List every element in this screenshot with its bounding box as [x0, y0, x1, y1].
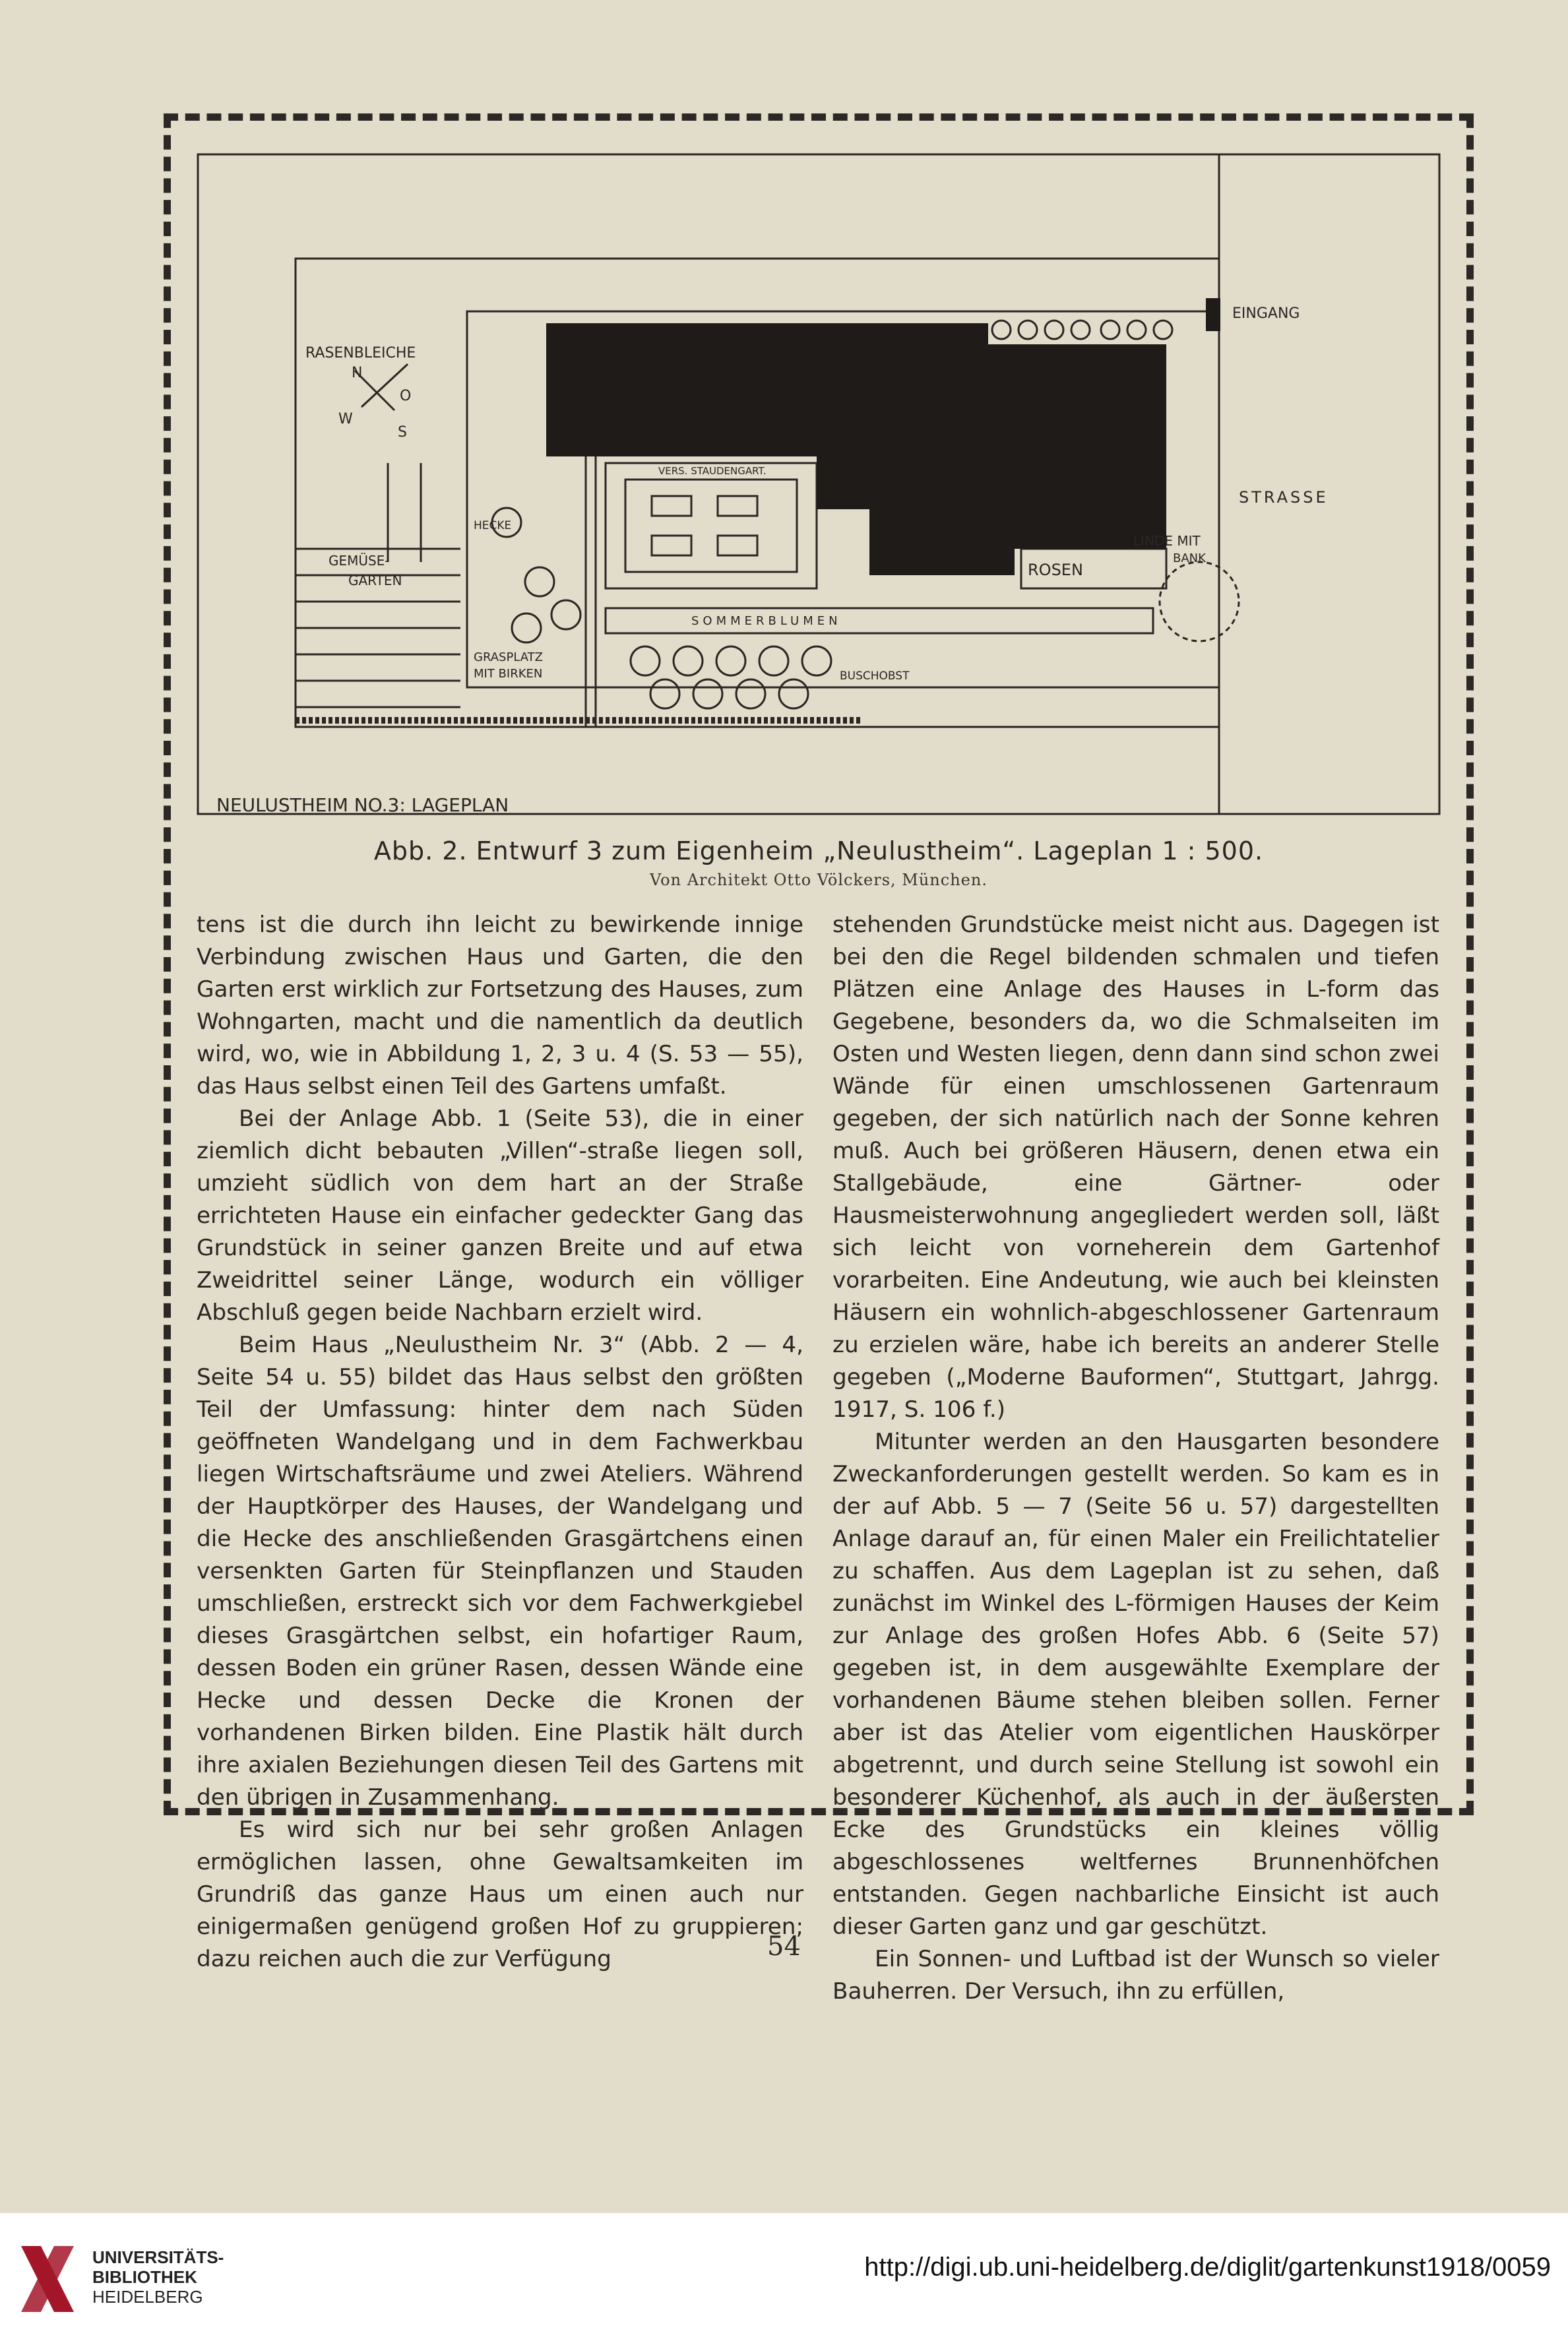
figure-caption: Abb. 2. Entwurf 3 zum Eigenheim „Neulustheim“. Lageplan 1 : 500. — [373, 836, 1264, 865]
sommerblumen-bed — [606, 608, 1153, 633]
figure-credit: Von Architekt Otto Völckers, München. — [650, 871, 988, 889]
library-logo-icon — [15, 2239, 80, 2319]
paragraph: Es wird sich nur bei sehr großen Anlagen ermöglichen lassen, ohne Gewaltsamkeiten im Grundriß das ganze Haus um einen auch nur einigermaßen genügend großen Hof zu gruppieren; dazu reichen auch die zur Verfügung — [197, 1817, 803, 1972]
paragraph: Beim Haus „Neulustheim Nr. 3“ (Abb. 2 — 4, Seite 54 u. 55) bildet das Haus selbst den größten Teil der Umfassung: hinter dem nach Süden geöffneten Wandelgang und in dem Fachwerkbau liegen Wirtschaftsräume und zwei Ateliers. Während der Hauptkörper des Hauses, der Wandelgang und die Hecke des anschließenden Grasgärtchens einen versenkten Garten für Steinpflanzen und Stauden umschließen, erstreckt sich vor dem Fachwerkgiebel dieses Grasgärtchen selbst, ein hofartiger Raum, dessen Boden ein grüner Rasen, dessen Wände eine Hecke und dessen Decke die Kronen der vorhandenen Birken bilden. Eine Plastik hält durch ihre axialen Beziehungen diesen Teil des Gartens mit den übrigen in Zusammenhang. — [197, 1332, 803, 1811]
page-number: 54 — [767, 1931, 801, 1962]
label-grasplatz-2: MIT BIRKEN — [474, 667, 543, 681]
label-gemuese-1: GEMÜSE- — [329, 553, 390, 569]
label-grasplatz-1: GRASPLATZ — [474, 650, 544, 664]
paragraph: Mitunter werden an den Hausgarten besondere Zweckanforderungen gestellt werden. So kam es in der auf Abb. 5 — 7 (Seite 56 u. 57) dargestellten Anlage darauf an, für einen Maler ein Freilichtatelier zu schaffen. Aus dem Lageplan ist zu sehen, daß zunächst im Winkel des L-förmigen Hauses der Keim zur Anlage des großen Hofes Abb. 6 (Seite 57) gegeben ist, in dem ausgewählte Exemplare der vorhandenen Bäume stehen bleiben sollen. Ferner aber ist das Atelier vom eigentlichen Hauskörper abgetrennt, und durch seine Stellung ist sowohl ein besonderer Küchenhof, als auch in der äußersten Ecke des Grundstücks ein kleines völlig abgeschlossenes weltfernes Brunnenhöfchen entstanden. Gegen nachbarliche Einsicht ist auch dieser Garten ganz und gar geschützt. — [832, 1429, 1439, 1940]
label-buschobst: BUSCHOBST — [840, 670, 910, 683]
library-name-line-2: BIBLIOTHEK — [92, 2267, 197, 2287]
paragraph: Ein Sonnen- und Luftbad ist der Wunsch so vieler Bauherren. Der Versuch, ihn zu erfüllen, — [832, 1946, 1439, 2005]
footer-bar — [0, 2213, 1568, 2341]
label-strasse: STRASSE — [1239, 488, 1329, 507]
paragraph: stehenden Grundstücke meist nicht aus. Dagegen ist bei den die Regel bildenden schmalen und tiefen Plätzen eine Anlage des Hauses in L-form das Gegebene, besonders da, wo die Schmalseiten im Osten und Westen liegen, denn dann sind schon zwei Wände für einen umschlossenen Gartenraum gegeben, der sich natürlich nach der Sonne kehren muß. Auch bei größeren Häusern, denen etwa ein Stallgebäude, eine Gärtner- oder Hausmeisterwohnung angegliedert werden soll, läßt sich leicht von vorneherein dem Gartenhof vorarbeiten. Eine Andeutung, wie auch bei kleinsten Häusern ein wohnlich-abgeschlossener Gartenraum zu erzielen wäre, habe ich bereits an anderer Stelle gegeben („Moderne Bauformen“, Stuttgart, Jahrgg. 1917, S. 106 f.) — [832, 912, 1439, 1423]
label-south: S — [398, 424, 407, 441]
label-east: O — [400, 388, 412, 404]
label-linde-1: LINDE MIT — [1133, 533, 1201, 549]
text-column-right — [832, 909, 1439, 2008]
label-linde-2: BANK — [1173, 551, 1206, 565]
text-column-left — [197, 909, 803, 1976]
label-eingang: EINGANG — [1232, 305, 1300, 322]
plan-title: NEULUSTHEIM NO.3: LAGEPLAN — [216, 794, 509, 816]
label-hecke: HECKE — [474, 519, 512, 532]
label-gemuese-2: GARTEN — [348, 573, 402, 588]
library-name — [92, 2247, 224, 2307]
house-footprint — [546, 323, 1166, 575]
site-plan-svg — [197, 153, 1441, 826]
paragraph: Bei der Anlage Abb. 1 (Seite 53), die in einer ziemlich dicht bebauten „Villen“-straße liegen soll, umzieht südlich von dem hart an der Straße errichteten Hause ein einfacher gedeckter Gang das Grundstück in seiner ganzen Breite und auf etwa Zweidrittel seiner Länge, wodurch ein völliger Abschluß gegen beide Nachbarn erzielt wird. — [197, 1106, 803, 1326]
label-rosen: ROSEN — [1028, 561, 1083, 579]
label-west: W — [338, 411, 353, 427]
library-name-line-3: HEIDELBERG — [92, 2287, 203, 2307]
staudengarten-bed — [606, 463, 817, 588]
paragraph: tens ist die durch ihn leicht zu bewirkende innige Verbindung zwischen Haus und Garten, die den Garten erst wirklich zur Fortsetzung des Hauses, zum Wohngarten, macht und die namentlich da deutlich wird, wo, wie in Abbildung 1, 2, 3 u. 4 (S. 53 — 55), das Haus selbst einen Teil des Gartens umfaßt. — [197, 912, 803, 1100]
label-staudengarten: VERS. STAUDENGART. — [658, 465, 767, 477]
site-plan-drawing — [197, 153, 1441, 826]
label-rasenbleiche: RASENBLEICHE — [305, 345, 416, 361]
label-north: N — [352, 365, 363, 381]
library-name-line-1: UNIVERSITÄTS- — [92, 2247, 224, 2267]
label-sommerblumen: SOMMERBLUMEN — [691, 614, 842, 628]
source-url-link[interactable]: http://digi.ub.uni-heidelberg.de/diglit/gartenkunst1918/0059 — [864, 2253, 1551, 2282]
